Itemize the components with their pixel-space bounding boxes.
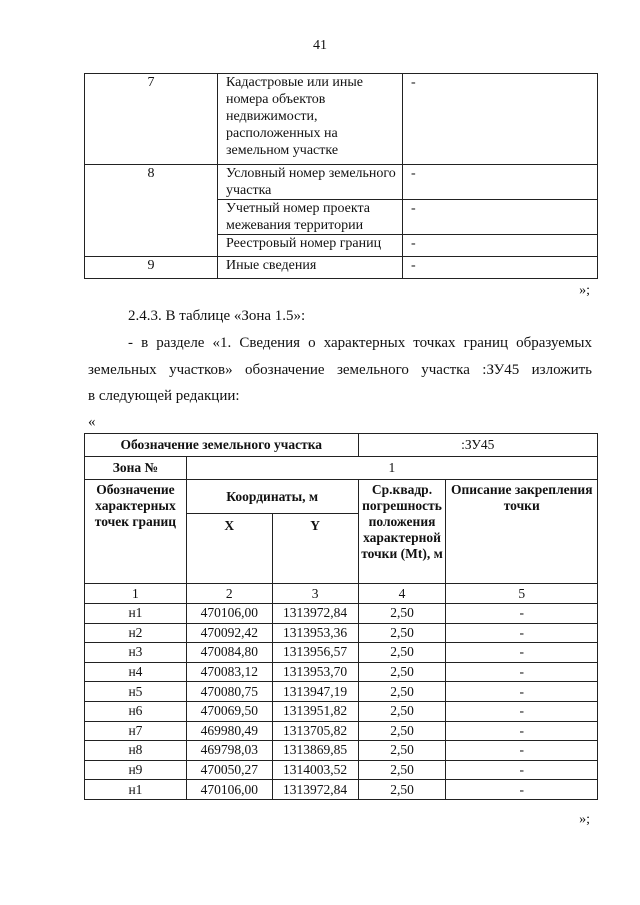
point-cell: н4 <box>85 662 187 682</box>
y-cell: 1313951,82 <box>272 701 358 721</box>
y-cell: 1313705,82 <box>272 721 358 741</box>
y-cell: 1313869,85 <box>272 741 358 761</box>
desc-cell: - <box>446 682 598 702</box>
row-description: Реестровый номер границ <box>218 235 403 257</box>
error-cell: 2,50 <box>358 741 446 761</box>
point-cell: н7 <box>85 721 187 741</box>
y-cell: 1313956,57 <box>272 643 358 663</box>
table-row <box>85 721 598 741</box>
column-number-row <box>85 584 598 604</box>
table-row <box>85 682 598 702</box>
desc-cell: - <box>446 780 598 800</box>
desc-cell: - <box>446 760 598 780</box>
table-row <box>85 74 598 165</box>
desc-cell: - <box>446 604 598 624</box>
zone-label: Зона № <box>85 457 187 480</box>
point-cell: н3 <box>85 643 187 663</box>
row-value: - <box>403 200 598 235</box>
error-cell: 2,50 <box>358 604 446 624</box>
parcel-row <box>85 434 598 457</box>
error-cell: 2,50 <box>358 623 446 643</box>
point-cell: н5 <box>85 682 187 702</box>
x-cell: 470084,80 <box>186 643 272 663</box>
y-cell: 1313947,19 <box>272 682 358 702</box>
closing-quote: »; <box>579 812 590 827</box>
col-x-header: X <box>186 514 272 584</box>
x-cell: 470092,42 <box>186 623 272 643</box>
table-row <box>85 165 598 200</box>
section-heading: 2.4.3. В таблице «Зона 1.5»: <box>128 308 306 324</box>
error-cell: 2,50 <box>358 701 446 721</box>
parcel-value: :ЗУ45 <box>358 434 597 457</box>
x-cell: 470050,27 <box>186 760 272 780</box>
table-row <box>85 780 598 800</box>
column-number: 4 <box>358 584 446 604</box>
point-cell: н1 <box>85 780 187 800</box>
table-row <box>85 701 598 721</box>
opening-quote: « <box>88 414 96 430</box>
x-cell: 470080,75 <box>186 682 272 702</box>
desc-cell: - <box>446 623 598 643</box>
point-cell: н6 <box>85 701 187 721</box>
row-description: Иные сведения <box>218 257 403 279</box>
row-description: Кадастровые или иные номера объектов недвижимости, расположенных на земельном участке <box>218 74 403 165</box>
error-cell: 2,50 <box>358 760 446 780</box>
y-cell: 1313972,84 <box>272 604 358 624</box>
table-row <box>85 643 598 663</box>
x-cell: 470106,00 <box>186 604 272 624</box>
point-cell: н9 <box>85 760 187 780</box>
x-cell: 469980,49 <box>186 721 272 741</box>
col-desc-header: Описание закрепления точки <box>446 480 598 584</box>
error-cell: 2,50 <box>358 643 446 663</box>
row-number: 8 <box>85 165 218 257</box>
desc-cell: - <box>446 741 598 761</box>
row-value: - <box>403 257 598 279</box>
row-value: - <box>403 74 598 165</box>
x-cell: 470106,00 <box>186 780 272 800</box>
column-number: 1 <box>85 584 187 604</box>
desc-cell: - <box>446 643 598 663</box>
col-error-header: Ср.квадр. погрешность положения характерной точки (Mt), м <box>358 480 446 584</box>
table-row <box>85 604 598 624</box>
y-cell: 1313972,84 <box>272 780 358 800</box>
row-number: 7 <box>85 74 218 165</box>
error-cell: 2,50 <box>358 662 446 682</box>
zone-table <box>84 433 598 800</box>
y-cell: 1314003,52 <box>272 760 358 780</box>
point-cell: н1 <box>85 604 187 624</box>
table-row <box>85 623 598 643</box>
y-cell: 1313953,36 <box>272 623 358 643</box>
col-point-header: Обозначение характерных точек границ <box>85 480 187 584</box>
row-description: Условный номер земельного участка <box>218 165 403 200</box>
info-table <box>84 73 598 279</box>
error-cell: 2,50 <box>358 721 446 741</box>
y-cell: 1313953,70 <box>272 662 358 682</box>
error-cell: 2,50 <box>358 780 446 800</box>
desc-cell: - <box>446 701 598 721</box>
instruction-text: в следующей редакции: <box>88 388 240 404</box>
table-row <box>85 257 598 279</box>
row-value: - <box>403 165 598 200</box>
table-row <box>85 662 598 682</box>
col-coords-header: Координаты, м <box>186 480 358 514</box>
parcel-label: Обозначение земельного участка <box>85 434 359 457</box>
point-cell: н8 <box>85 741 187 761</box>
instruction-text: земельных участков» обозначение земельного участка :ЗУ45 изложить <box>88 362 592 378</box>
x-cell: 470083,12 <box>186 662 272 682</box>
column-number: 3 <box>272 584 358 604</box>
column-number: 2 <box>186 584 272 604</box>
row-value: - <box>403 235 598 257</box>
x-cell: 469798,03 <box>186 741 272 761</box>
header-row <box>85 480 598 514</box>
zone-value: 1 <box>186 457 597 480</box>
row-number: 9 <box>85 257 218 279</box>
closing-quote: »; <box>579 283 590 298</box>
column-number: 5 <box>446 584 598 604</box>
table-row <box>85 741 598 761</box>
x-cell: 470069,50 <box>186 701 272 721</box>
desc-cell: - <box>446 662 598 682</box>
row-description: Учетный номер проекта межевания территории <box>218 200 403 235</box>
col-y-header: Y <box>272 514 358 584</box>
table-row <box>85 760 598 780</box>
page-number: 41 <box>313 38 327 53</box>
desc-cell: - <box>446 721 598 741</box>
instruction-text: - в разделе «1. Сведения о характерных точках границ образуемых <box>128 335 592 351</box>
zone-row <box>85 457 598 480</box>
error-cell: 2,50 <box>358 682 446 702</box>
point-cell: н2 <box>85 623 187 643</box>
